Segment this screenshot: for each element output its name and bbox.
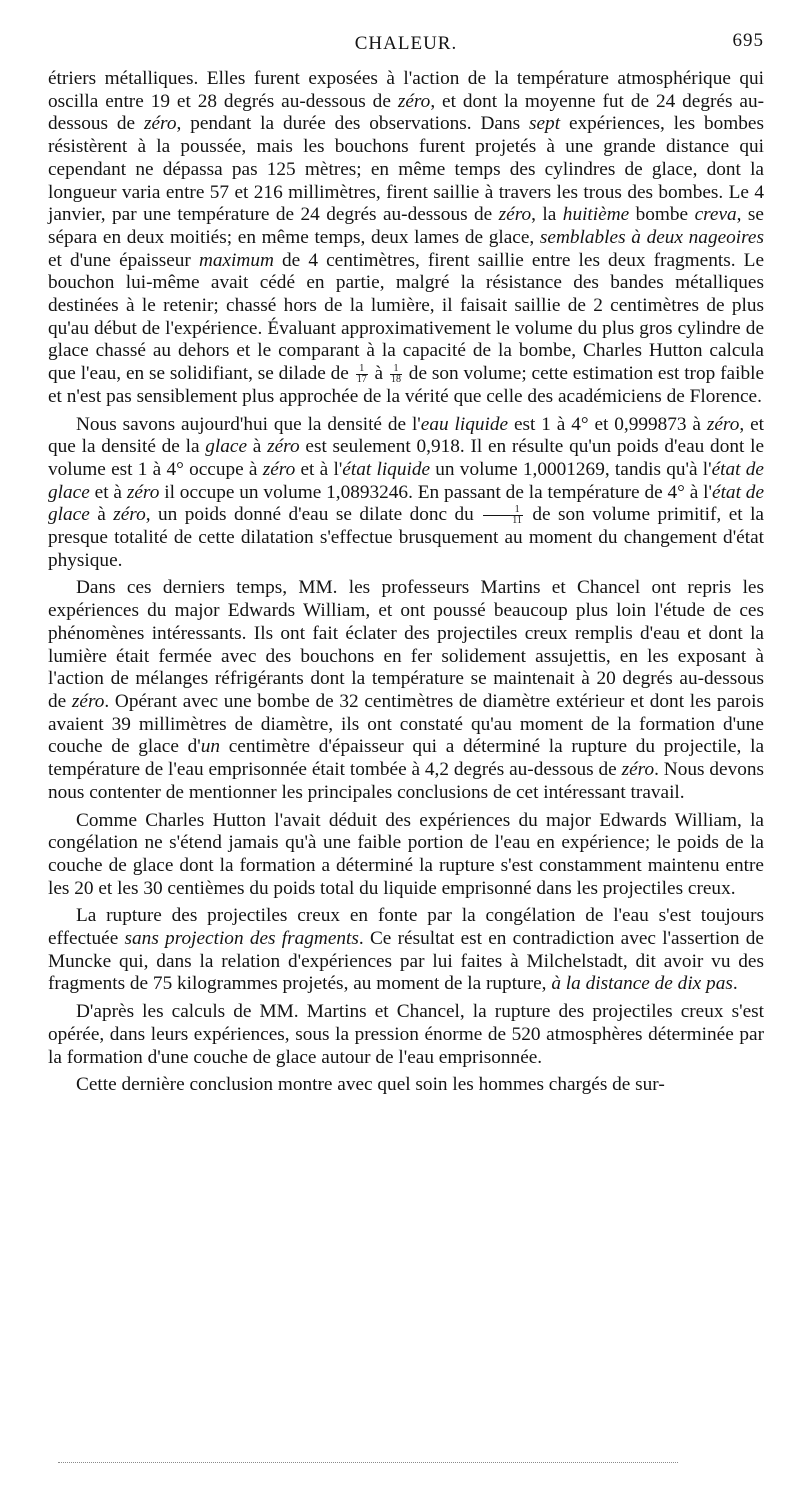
fraction-denominator: 17 [356,374,367,386]
italic-text: zéro [262,458,296,480]
text-run: et d'une épaisseur [48,249,199,271]
fraction-denominator: 11 [512,515,522,527]
page [48,30,764,1102]
fraction [483,505,523,526]
italic-text: zéro [706,413,740,435]
italic-text: état liquide [342,458,431,480]
text-run: Nous savons aujourd'hui que la densité de l' [76,413,421,435]
text-run: centimètre d'épaisseur qui a déterminé la rupture du projectile, la température de l'eau emprisonnée était tombée à 4,2 degrés au-dessous de [48,736,764,781]
text-run: il occupe un volume 1,0893246. En passant de la température de 4° à l' [159,481,713,503]
text-run: de 4 centimètres, firent saillie entre les deux fragments. Le bouchon lui-même avait cédé en partie, malgré la résistance des bandes métalliques destinées à le retenir; chassé hors de la lumière, il faisait saillie de 2 centimètres de plus qu'au début de l'expérience. Évaluant approximativement le volume du plus gros cylindre de glace chassé au dehors et le comparant à la capacité de la bombe, Charles Hutton calcula que l'eau, en se solidifiant, se dilade de [48,249,764,385]
paragraph [48,1001,764,1069]
fraction-denominator: 18 [390,374,401,386]
italic-text: eau liquide [420,413,509,435]
text-run: à [247,436,268,458]
text-run: , pendant la durée des observations. Dans [176,113,529,135]
fraction [390,364,402,385]
italic-text: zéro [71,690,105,712]
fraction-numerator: 1 [390,364,402,375]
text-run: expériences, les bombes résistèrent à la poussée, mais les bouchons furent projetés à une grande distance qui cependant ne dépassa pas 125 mètres; en même temps des cylindres de glace, dont la longueur varia entre 57 et 216 millimètres, firent saillie à travers les trous des bombes. Le 4 janvier, par une température de 24 degrés au-dessous de [48,113,764,226]
text-run: . Opérant avec une bombe de 32 centimètres de diamètre extérieur et dont les parois avaient 39 millimètres de diamètre, ils ont constaté qu'au moment de la formation d'une couche de glace d' [48,690,764,758]
page-number: 695 [732,30,764,51]
fraction [356,364,368,385]
paragraph [48,1074,764,1097]
text-run: Cette dernière conclusion montre avec quel soin les hommes chargés de sur- [76,1074,665,1096]
text-run: Comme Charles Hutton l'avait déduit des expériences du major Edwards William, la congélation ne s'étend jamais qu'à une faible portion de l'eau en expérience; le poids de la couche de glace dont la formation a déterminé la rupture s'est constamment maintenu entre les 20 et les 30 centièmes du poids total du liquide emprisonné dans les projectiles creux. [48,809,764,899]
italic-text: zéro [126,481,160,503]
paragraph [48,810,764,901]
text-run: de son volume primitif, et la presque totalité de cette dilatation s'effectue brusquement au moment du changement d'état physique. [48,504,764,571]
italic-text: sans projection des fragments [124,928,359,950]
text-run: et à [89,481,127,503]
paragraph [48,577,764,804]
italic-text: glace [205,436,248,458]
text-run: de son volume; cette estimation est trop faible et n'est pas sensiblement plus approchée de la vérité que celle des académiciens de Florence. [48,363,765,407]
text-run: , et dont la moyenne fut de 24 degrés au-dessous de [48,90,764,135]
text-run: . Nous devons nous contenter de mentionner les principales conclusions de cet intéressant travail. [48,759,764,803]
italic-text: maximum [198,249,274,271]
text-run: D'après les calculs de MM. Martins et Chancel, la rupture des projectiles creux s'est opérée, dans leurs expériences, sous la pression énorme de 520 atmosphères déterminée par la formation d'une couche de glace autour de l'eau emprisonnée. [48,1001,764,1068]
italic-text: à la distance de dix pas [551,973,733,995]
text-run: , un poids donné d'eau se dilate donc du [145,504,482,526]
italic-text: zéro [498,204,532,226]
italic-text: zéro [144,113,177,135]
italic-text: zéro [113,504,146,526]
paragraph [48,68,764,409]
italic-text: zéro [267,436,300,458]
italic-text: un [200,736,220,758]
text-run: et à l' [295,458,343,480]
running-title: CHALEUR. [354,33,458,54]
running-header [48,30,764,56]
text-run: , se sépara en deux moitiés; en même temps, deux lames de glace, [48,204,764,248]
text-run: est 1 à 4° et 0,999873 à [508,413,707,435]
text-run: bombe [629,204,695,226]
italic-text: huitième [562,204,630,226]
text-run: étriers métalliques. Elles furent exposées à l'action de la température atmosphérique qui oscilla entre 19 et 28 degrés au-dessous de [48,68,764,112]
body-text [48,68,764,1097]
italic-text: zéro [397,90,431,112]
italic-text: zéro [621,759,655,781]
fraction-numerator: 1 [483,505,523,516]
italic-text: sept [529,113,561,135]
paragraph [48,905,764,996]
fraction-numerator: 1 [356,364,368,375]
italic-text: semblables à deux nageoires [539,226,764,248]
italic-text: creva [694,204,737,226]
text-run: un volume 1,0001269, tandis qu'à l' [430,458,712,480]
text-run: est seulement 0,918. Il en résulte qu'un poids d'eau dont le volume est 1 à 4° occupe à [48,436,764,480]
text-run: à [89,504,114,526]
text-run: La rupture des projectiles creux en fonte par la congélation de l'eau s'est toujours effectuée [48,905,764,950]
text-run: Dans ces derniers temps, MM. les professeurs Martins et Chancel ont repris les expériences du major Edwards William, et ont poussé beaucoup plus loin l'étude de ces phénomènes intéressants. Ils ont fait éclater des projectiles creux remplis d'eau et dont la lumière était fermée avec des bouchons en fer solidement assujettis, en les exposant à l'action de mélanges réfrigérants dont la température se maintenait à 20 degrés au-dessous de [48,577,764,712]
text-run: , et que la densité de la [48,413,764,458]
bottom-dotted-rule [58,1462,678,1463]
italic-text: état de glace [48,458,764,503]
italic-text: état de glace [48,481,764,526]
paragraph [48,414,764,573]
text-run: . [732,973,738,995]
text-run: . Ce résultat est en contradiction avec l'assertion de Muncke qui, dans la relation d'expériences par lui faites à Milchelstadt, dit avoir vu des fragments de 75 kilogrammes projetés, au moment de la rupture, [48,928,764,995]
text-run: , la [531,204,563,226]
text-run: à [369,363,388,385]
